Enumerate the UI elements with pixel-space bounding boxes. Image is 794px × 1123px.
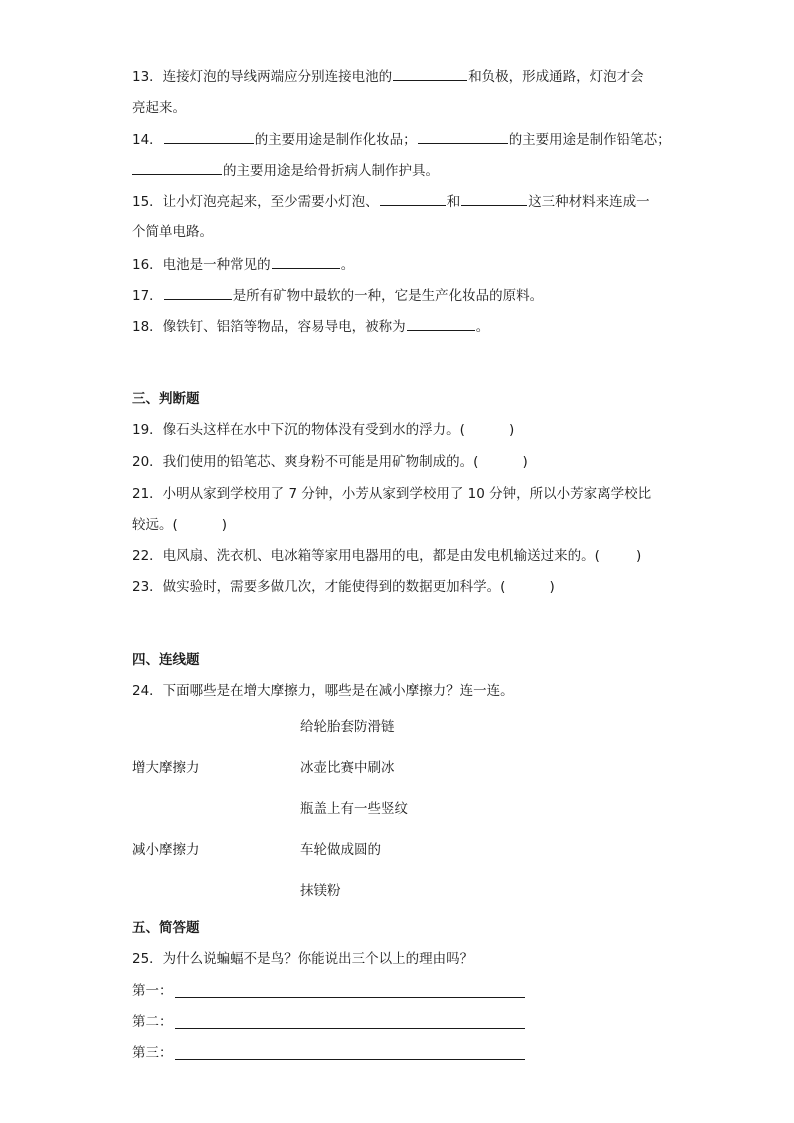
q14-blank-3[interactable] bbox=[132, 160, 222, 175]
question-23 bbox=[132, 577, 555, 597]
q14-blank-1[interactable] bbox=[164, 129, 254, 144]
answer-line-3[interactable] bbox=[175, 1058, 525, 1060]
question-20 bbox=[132, 452, 528, 472]
q14-blank-2[interactable] bbox=[418, 129, 508, 144]
question-15 bbox=[132, 191, 650, 211]
question-17 bbox=[132, 285, 543, 305]
answer-label-2: 第二： bbox=[132, 1014, 173, 1030]
answer-label-1: 第一： bbox=[132, 983, 173, 999]
match-right-item[interactable]: 抹镁粉 bbox=[300, 883, 341, 899]
q16-text-a: 16．电池是一种常见的 bbox=[132, 257, 271, 273]
q13-text-c: 亮起来。 bbox=[132, 100, 186, 116]
q18-text-a: 18．像铁钉、铝箔等物品，容易导电，被称为 bbox=[132, 319, 406, 335]
question-21-cont bbox=[132, 515, 227, 535]
answer-line-2[interactable] bbox=[175, 1027, 525, 1029]
q20-close: ) bbox=[522, 454, 528, 470]
q15-text-d: 个简单电路。 bbox=[132, 224, 213, 240]
q14-text-c: 的主要用途是给骨折病人制作护具。 bbox=[223, 163, 439, 179]
q19-text: 19．像石头这样在水中下沉的物体没有受到水的浮力。( bbox=[132, 422, 465, 438]
q22-text: 22．电风扇、洗衣机、电冰箱等家用电器用的电，都是由发电机输送过来的。( bbox=[132, 548, 600, 564]
answer-line-1[interactable] bbox=[175, 996, 525, 998]
match-left-item[interactable]: 增大摩擦力 bbox=[132, 760, 200, 776]
q15-text-c: 这三种材料来连成一 bbox=[528, 194, 650, 210]
section-short-answer-title: 五、简答题 bbox=[132, 920, 200, 936]
q23-text: 23．做实验时，需要多做几次，才能使得到的数据更加科学。( bbox=[132, 579, 506, 595]
q21-text: 21．小明从家到学校用了 7 分钟，小芳从家到学校用了 10 分钟，所以小芳家离学校比 bbox=[132, 486, 652, 502]
question-16 bbox=[132, 254, 354, 274]
q13-blank[interactable] bbox=[393, 66, 467, 81]
q25-text: 25．为什么说蝙蝠不是鸟？你能说出三个以上的理由吗？ bbox=[132, 951, 474, 967]
q18-blank[interactable] bbox=[407, 316, 475, 331]
q14-number: 14． bbox=[132, 132, 163, 148]
q15-blank-2[interactable] bbox=[461, 191, 527, 206]
match-right-item[interactable]: 冰壶比赛中刷冰 bbox=[300, 760, 395, 776]
question-13 bbox=[132, 66, 644, 86]
q24-text: 24．下面哪些是在增大摩擦力，哪些是在减小摩擦力？连一连。 bbox=[132, 683, 514, 699]
question-13-cont bbox=[132, 98, 186, 118]
match-right-item[interactable]: 车轮做成圆的 bbox=[300, 842, 381, 858]
q22-close: ) bbox=[635, 548, 642, 564]
question-19 bbox=[132, 420, 514, 440]
section-judge-title: 三、判断题 bbox=[132, 391, 200, 407]
q15-blank-1[interactable] bbox=[380, 191, 446, 206]
question-22 bbox=[132, 546, 641, 566]
answer-label-3: 第三： bbox=[132, 1045, 173, 1061]
question-24 bbox=[132, 681, 514, 701]
question-25 bbox=[132, 949, 473, 969]
q14-text-b: 的主要用途是制作铅笔芯； bbox=[508, 132, 671, 148]
q17-text-a: 是所有矿物中最软的一种，它是生产化妆品的原料。 bbox=[232, 288, 544, 304]
q19-close: ) bbox=[508, 422, 515, 438]
match-right-item[interactable]: 给轮胎套防滑链 bbox=[300, 719, 395, 735]
q18-text-b: 。 bbox=[475, 319, 490, 335]
match-right-item[interactable]: 瓶盖上有一些竖纹 bbox=[300, 801, 408, 817]
q15-text-b: 和 bbox=[446, 194, 461, 210]
q23-close: ) bbox=[549, 579, 555, 595]
question-21 bbox=[132, 484, 651, 504]
q16-text-b: 。 bbox=[340, 257, 355, 273]
question-14 bbox=[132, 129, 671, 149]
question-15-cont bbox=[132, 222, 213, 242]
q17-number: 17． bbox=[132, 288, 163, 304]
question-18 bbox=[132, 316, 489, 336]
question-14-cont bbox=[132, 160, 439, 180]
q21-text-b: 较远。( bbox=[132, 517, 178, 533]
q15-text-a: 15．让小灯泡亮起来，至少需要小灯泡、 bbox=[132, 194, 379, 210]
q20-text: 20．我们使用的铅笔芯、爽身粉不可能是用矿物制成的。( bbox=[132, 454, 479, 470]
match-left-item[interactable]: 减小摩擦力 bbox=[132, 842, 200, 858]
q16-blank[interactable] bbox=[272, 254, 340, 269]
q17-blank[interactable] bbox=[164, 285, 232, 300]
q21-close: ) bbox=[221, 517, 228, 533]
q14-text-a: 的主要用途是制作化妆品； bbox=[254, 132, 417, 148]
q13-text-a: 13．连接灯泡的导线两端应分别连接电池的 bbox=[132, 69, 393, 85]
q13-text-b: 和负极，形成通路，灯泡才会 bbox=[468, 69, 644, 85]
section-match-title: 四、连线题 bbox=[132, 652, 200, 668]
